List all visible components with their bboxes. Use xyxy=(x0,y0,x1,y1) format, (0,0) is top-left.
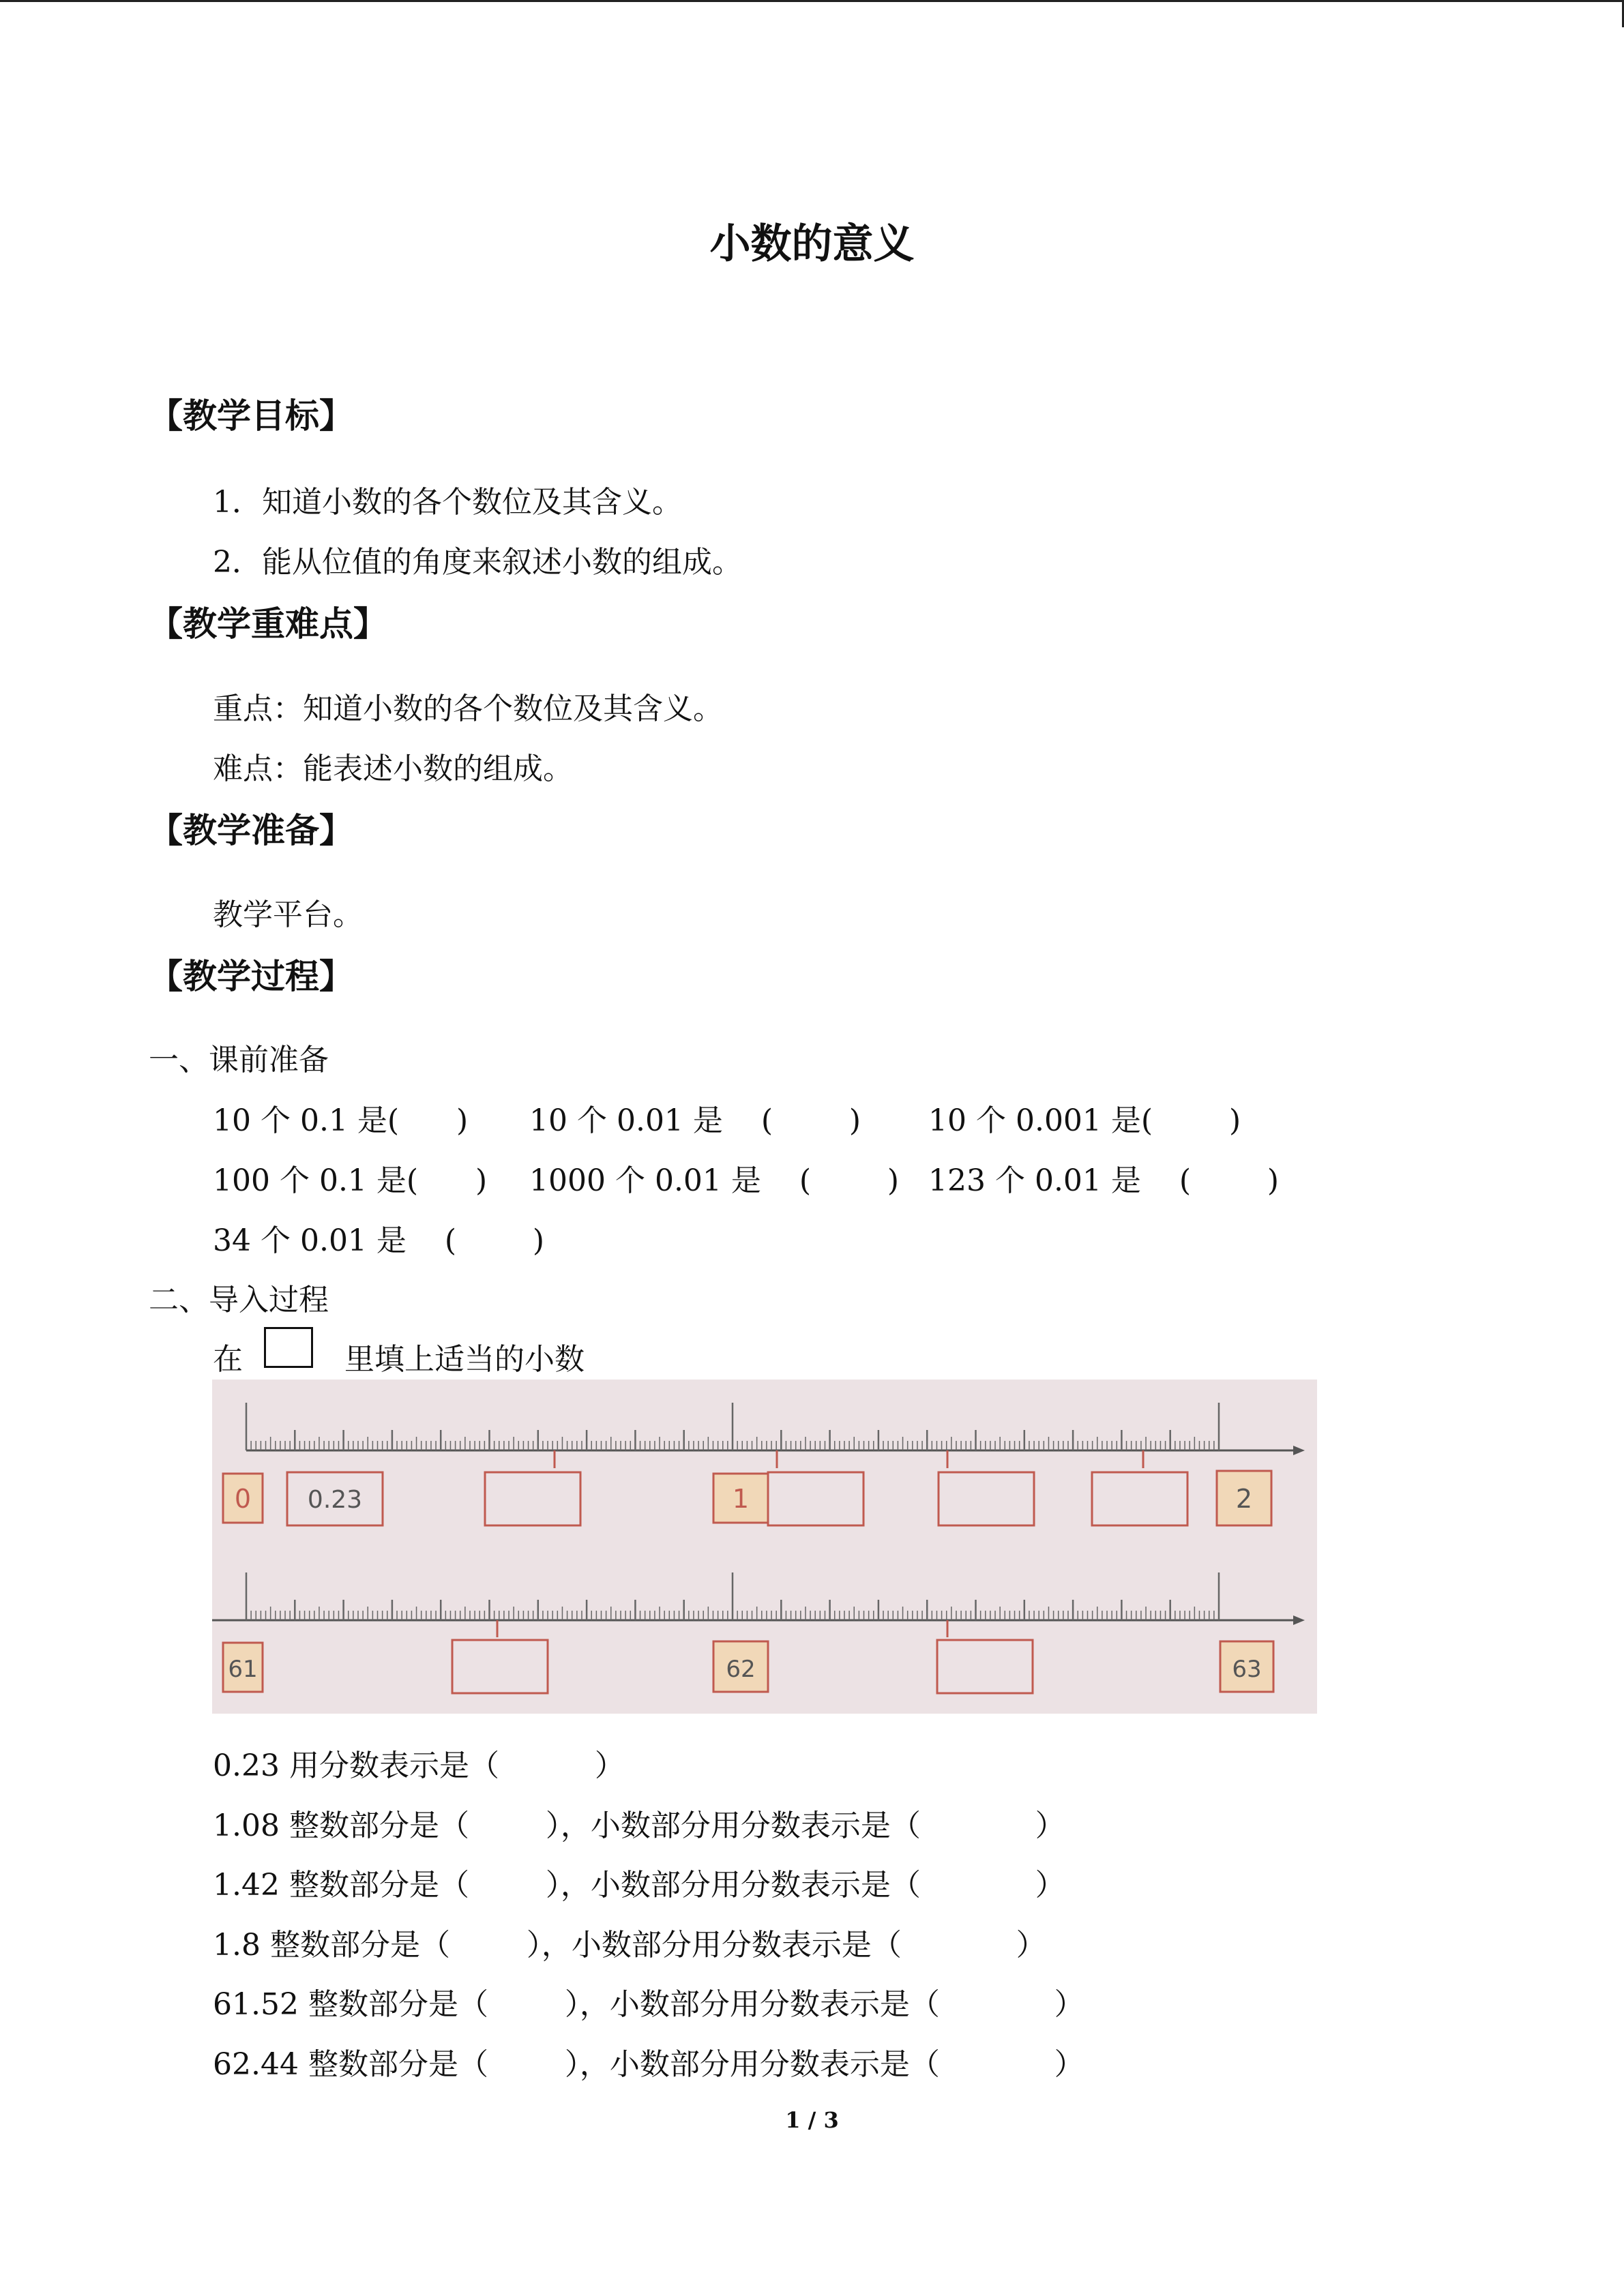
keypoint-item-2: 难点：能表述小数的组成。 xyxy=(213,751,573,786)
fill-suffix: 里填上适当的小数 xyxy=(344,1342,585,1377)
question-line: 1.08 整数部分是（ ），小数部分用分数表示是（ ） xyxy=(213,1808,1065,1843)
goal-item-1: 1．知道小数的各个数位及其含义。 xyxy=(213,485,682,520)
keypoint-item-1: 重点：知道小数的各个数位及其含义。 xyxy=(213,691,723,726)
question-line: 61.52 整数部分是（ ），小数部分用分数表示是（ ） xyxy=(213,1987,1084,2022)
part2-heading: 二、导入过程 xyxy=(149,1283,329,1317)
heading-prep: 【教学准备】 xyxy=(149,811,353,850)
bottom-axis-arrow xyxy=(1293,1615,1305,1625)
question-line: 0.23 用分数表示是（ ） xyxy=(213,1748,625,1783)
page-title: 小数的意义 xyxy=(709,220,915,268)
exercise-cell: 123 个 0.01 是 ( ) xyxy=(928,1163,1280,1198)
label-0: 0 xyxy=(234,1484,252,1514)
answer-box-blank xyxy=(937,1640,1033,1693)
heading-process: 【教学过程】 xyxy=(149,957,353,996)
number-line-svg xyxy=(212,1380,1317,1714)
prep-item-1: 教学平台。 xyxy=(213,897,363,932)
answer-box-blank xyxy=(485,1472,580,1525)
top-axis-ticks xyxy=(246,1403,1219,1450)
label-63: 63 xyxy=(1232,1656,1262,1683)
label-0-23: 0.23 xyxy=(307,1486,363,1514)
label-1: 1 xyxy=(732,1484,750,1514)
exercise-cell: 10 个 0.1 是( ) xyxy=(213,1103,469,1138)
blank-box-sample xyxy=(264,1327,313,1368)
question-line: 62.44 整数部分是（ ），小数部分用分数表示是（ ） xyxy=(213,2047,1084,2082)
bottom-axis-ticks xyxy=(246,1572,1219,1620)
label-2: 2 xyxy=(1235,1484,1253,1514)
page-number: 1 / 3 xyxy=(785,2107,839,2133)
answer-box-blank xyxy=(939,1472,1034,1525)
fill-prefix: 在 xyxy=(213,1342,243,1377)
goal-item-2: 2．能从位值的角度来叙述小数的组成。 xyxy=(213,545,742,580)
answer-box-blank xyxy=(768,1472,863,1525)
exercise-cell: 10 个 0.01 是 ( ) xyxy=(529,1103,861,1138)
label-62: 62 xyxy=(726,1656,756,1683)
label-61: 61 xyxy=(228,1656,258,1683)
question-line: 1.42 整数部分是（ ），小数部分用分数表示是（ ） xyxy=(213,1868,1065,1903)
answer-box-blank xyxy=(1092,1472,1187,1525)
number-line-figure xyxy=(212,1380,1317,1714)
question-line: 1.8 整数部分是（ ），小数部分用分数表示是（ ） xyxy=(213,1928,1046,1963)
top-axis-arrow xyxy=(1293,1446,1305,1455)
exercise-cell: 34 个 0.01 是 ( ) xyxy=(213,1223,545,1258)
answer-box-blank xyxy=(452,1640,548,1693)
heading-goals: 【教学目标】 xyxy=(149,396,353,436)
page-top-border xyxy=(0,0,1624,2)
part1-heading: 一、课前准备 xyxy=(149,1043,329,1077)
exercise-cell: 100 个 0.1 是( ) xyxy=(213,1163,488,1198)
exercise-cell: 1000 个 0.01 是 ( ) xyxy=(529,1163,900,1198)
heading-keypoints: 【教学重难点】 xyxy=(149,604,387,644)
exercise-cell: 10 个 0.001 是( ) xyxy=(928,1103,1241,1138)
